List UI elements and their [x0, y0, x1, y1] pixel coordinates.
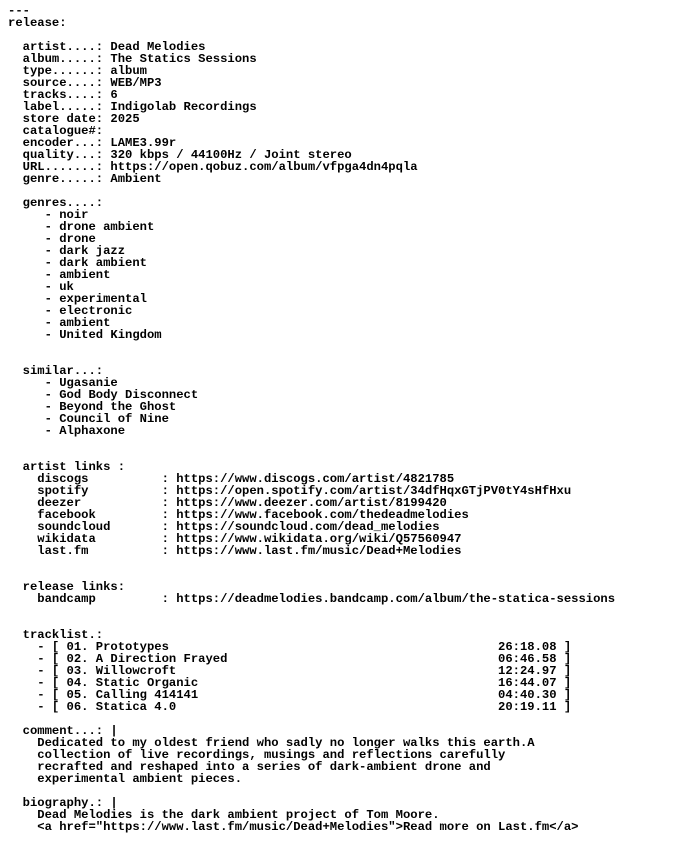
text-line: - [ 01. Prototypes 26:18.08 ]	[8, 640, 572, 654]
text-line: last.fm : https://www.last.fm/music/Dead+Melodies	[8, 544, 462, 558]
text-line	[8, 833, 680, 845]
text-line: similar...:	[8, 364, 104, 378]
text-line	[8, 617, 680, 629]
text-line: URL.......: https://open.qobuz.com/album/vfpga4dn4pqla	[8, 160, 418, 174]
text-line: genre.....: Ambient	[8, 172, 162, 186]
text-line: genres....:	[8, 196, 104, 210]
text-line: ---	[8, 4, 30, 18]
text-line: comment...: |	[8, 724, 118, 738]
text-line: tracklist.:	[8, 628, 104, 642]
text-line: - [ 06. Statica 4.0 20:19.11 ]	[8, 700, 572, 714]
text-line: discogs : https://www.discogs.com/artist/4821785	[8, 472, 455, 486]
text-line: - Alphaxone	[8, 424, 126, 438]
text-line: - [ 05. Calling 414141 04:40.30 ]	[8, 688, 572, 702]
text-line: collection of live recordings, musings and reflections carefully	[8, 748, 506, 762]
text-line: - uk	[8, 280, 74, 294]
text-line: - Council of Nine	[8, 412, 169, 426]
text-line: - [ 02. A Direction Frayed 06:46.58 ]	[8, 652, 572, 666]
text-line: release:	[8, 16, 67, 30]
text-line: quality...: 320 kbps / 44100Hz / Joint stereo	[8, 148, 352, 162]
text-line	[8, 557, 680, 569]
text-line	[8, 185, 680, 197]
text-line: experimental ambient pieces.	[8, 772, 243, 786]
text-line	[8, 437, 680, 449]
text-line: deezer : https://www.deezer.com/artist/8199420	[8, 496, 447, 510]
text-line: store date: 2025	[8, 112, 140, 126]
text-line: soundcloud : https://soundcloud.com/dead_melodies	[8, 520, 440, 534]
text-line: - United Kingdom	[8, 328, 162, 342]
release-info-document	[8, 5, 680, 845]
text-line: artist links :	[8, 460, 126, 474]
text-line: - [ 03. Willowcroft 12:24.97 ]	[8, 664, 572, 678]
text-line: - drone	[8, 232, 96, 246]
text-line: - ambient	[8, 316, 111, 330]
text-line: release links:	[8, 580, 126, 594]
text-line: label.....: Indigolab Recordings	[8, 100, 257, 114]
text-line: - electronic	[8, 304, 133, 318]
text-line: bandcamp : https://deadmelodies.bandcamp.com/album/the-statica-sessions	[8, 592, 616, 606]
text-line: <a href="https://www.last.fm/music/Dead+Melodies">Read more on Last.fm</a>	[8, 820, 579, 834]
text-line: - dark ambient	[8, 256, 147, 270]
text-line: Dead Melodies is the dark ambient project of Tom Moore.	[8, 808, 440, 822]
text-line: biography.: |	[8, 796, 118, 810]
text-line: wikidata : https://www.wikidata.org/wiki/Q57560947	[8, 532, 462, 546]
text-line: tracks....: 6	[8, 88, 118, 102]
text-line: encoder...: LAME3.99r	[8, 136, 177, 150]
text-line: - God Body Disconnect	[8, 388, 199, 402]
text-line: artist....: Dead Melodies	[8, 40, 206, 54]
text-line: - Ugasanie	[8, 376, 118, 390]
text-line: spotify : https://open.spotify.com/artist/34dfHqxGTjPV0tY4sHfHxu	[8, 484, 572, 498]
text-line: - [ 04. Static Organic 16:44.07 ]	[8, 676, 572, 690]
text-line: - dark jazz	[8, 244, 126, 258]
text-line: album.....: The Statics Sessions	[8, 52, 257, 66]
text-line: - experimental	[8, 292, 147, 306]
text-line: recrafted and reshaped into a series of dark-ambient drone and	[8, 760, 491, 774]
text-line	[8, 341, 680, 353]
text-line: - Beyond the Ghost	[8, 400, 177, 414]
text-line	[8, 353, 680, 365]
text-line: - ambient	[8, 268, 111, 282]
text-line: type......: album	[8, 64, 147, 78]
text-line	[8, 605, 680, 617]
text-line: catalogue#:	[8, 124, 104, 138]
text-line: - noir	[8, 208, 89, 222]
text-line: facebook : https://www.facebook.com/thedeadmelodies	[8, 508, 469, 522]
text-line: - drone ambient	[8, 220, 155, 234]
text-line: source....: WEB/MP3	[8, 76, 162, 90]
text-line: Dedicated to my oldest friend who sadly no longer walks this earth.A	[8, 736, 535, 750]
